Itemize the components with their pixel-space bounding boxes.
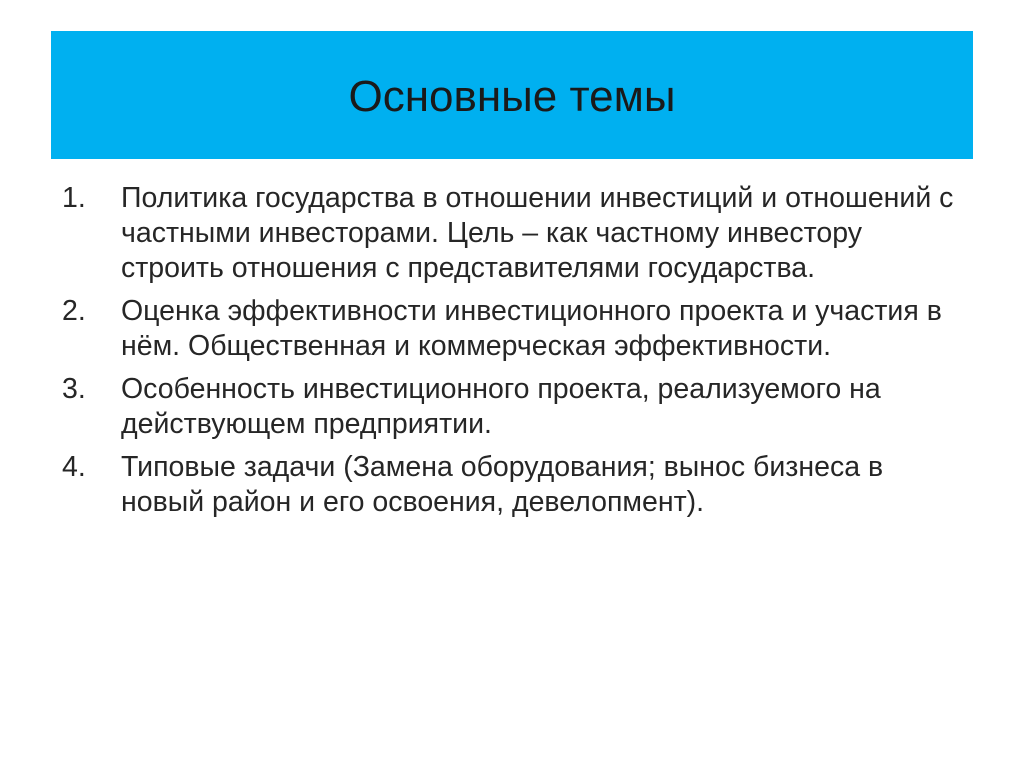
list-item-number: 3. <box>62 373 86 405</box>
topics-list <box>62 181 972 528</box>
list-item <box>62 294 972 364</box>
slide-title: Основные темы <box>348 72 676 121</box>
list-item-number: 4. <box>62 451 86 483</box>
list-item <box>62 372 972 442</box>
list-item-number: 2. <box>62 295 86 327</box>
list-item-text: Особенность инвестиционного проекта, реализуемого на действующем предприятии. <box>121 373 881 440</box>
list-item-text: Типовые задачи (Замена оборудования; вынос бизнеса в новый район и его освоения, девелопмент). <box>121 451 884 518</box>
list-item <box>62 181 972 286</box>
list-item <box>62 450 972 520</box>
list-item-number: 1. <box>62 182 86 214</box>
list-item-text: Политика государства в отношении инвестиций и отношений с частными инвесторами. Цель – как частному инвестору строить отношения с представителями государства. <box>121 182 954 284</box>
list-item-text: Оценка эффективности инвестиционного проекта и участия в нём. Общественная и коммерческая эффективности. <box>121 295 942 362</box>
title-banner <box>51 31 973 159</box>
